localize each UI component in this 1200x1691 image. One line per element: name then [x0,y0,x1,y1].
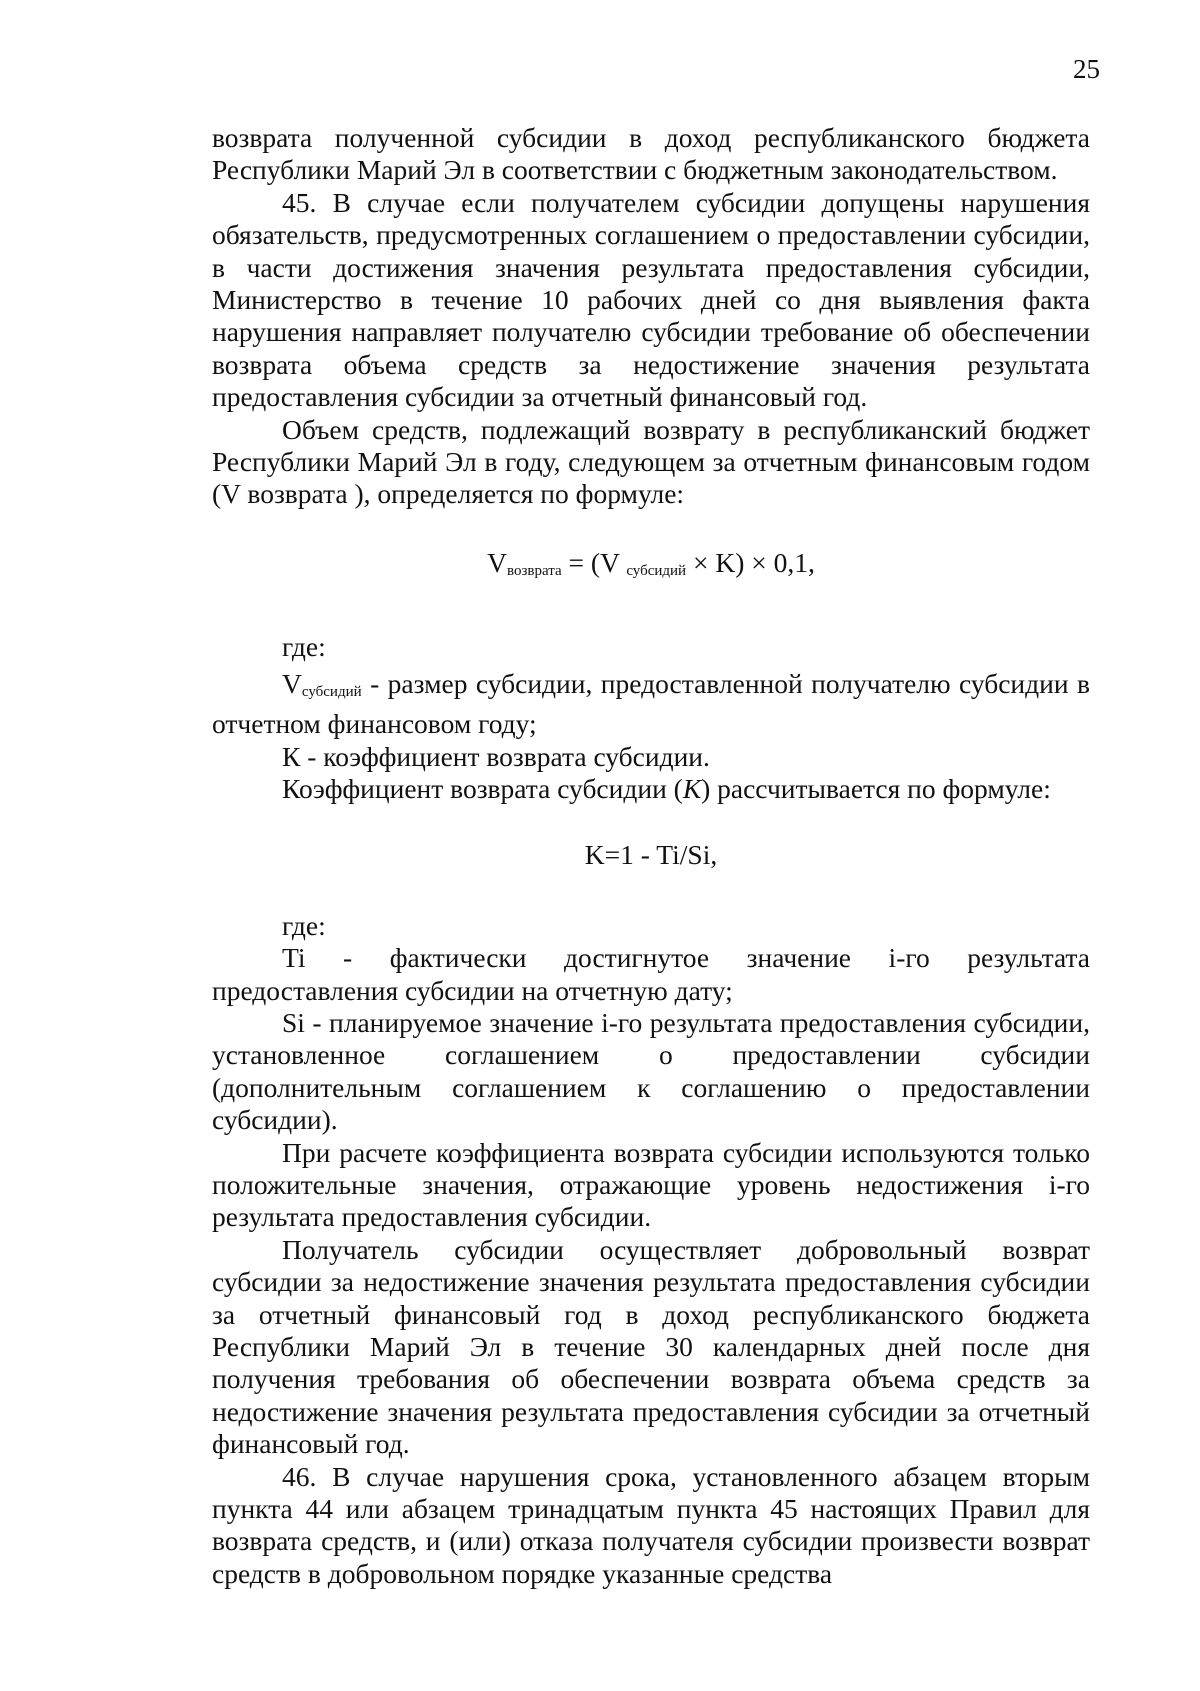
paragraph-46: 46. В случае нарушения срока, установленного абзацем вторым пункта 44 или абзацем тринадцатым пункта 45 настоящих Правил для возврата средств, и (или) отказа получателя субсидии произвести возврат средств в добровольном порядке указанные средства [212,1460,1090,1589]
k-intro-suffix: ) рассчитывается по формуле: [701,772,1051,804]
paragraph-k-formula-intro [212,773,1090,805]
k-intro-italic: К [682,772,702,804]
formula-eq-part: = (V [561,546,627,578]
where-label-1: где: [282,631,326,663]
formula-v-sub-subsidies: субсидий [626,562,687,579]
document-body [212,122,1090,1590]
def-v-sub: субсидий [301,683,362,700]
definition-k: К - коэффициент возврата субсидии. [282,740,710,772]
definition-ti: Ti - фактически достигнутое значение i-го результата предоставления субсидии на отчетную дату; [212,942,1090,1006]
where-label-2: где: [282,909,326,941]
formula-k: K=1 - Ti/Si, [584,839,718,871]
k-intro-prefix: Коэффициент возврата субсидии ( [282,772,683,804]
formula-v-return [212,547,1090,587]
definition-v-subsidies [212,668,1090,741]
paragraph-45: 45. В случае если получателем субсидии допущены нарушения обязательств, предусмотренных соглашением о предоставлении субсидии, в части достижения значения результата предоставления субсидии, Министерство в течение 10 рабочих дней со дня выявления факта нарушения направляет получателю субсидии требование об обеспечении возврата объема средств за недостижение значения результата предоставления субсидии за отчетный финансовый год. [212,186,1090,413]
paragraph-return-continuation: возврата полученной субсидии в доход республиканского бюджета Республики Марий Эл в соответствии с бюджетным законодательством. [212,122,1090,186]
formula-rest: × K) × 0,1, [686,546,815,578]
page-number: 25 [1073,54,1100,84]
formula-v-sub-return: возврата [507,562,562,579]
def-v-text: - размер субсидии, предоставленной получателю субсидии в отчетном финансовом году; [212,667,1090,740]
formula-v-symbol: V [487,546,507,578]
paragraph-positive-values: При расчете коэффициента возврата субсидии используются только положительные значения, отражающие уровень недостижения i-го результата предоставления субсидии. [212,1136,1090,1233]
paragraph-volume-formula-intro: Объем средств, подлежащий возврату в республиканский бюджет Республики Марий Эл в году, следующем за отчетным финансовым годом (V возврата ), определяется по формуле: [212,413,1090,510]
definition-si: Si - планируемое значение i-го результата предоставления субсидии, установленное соглашением о предоставлении субсидии (дополнительным соглашением к соглашению о предоставлении субсидии). [212,1006,1090,1136]
def-v-symbol: V [282,667,302,699]
paragraph-voluntary-return: Получатель субсидии осуществляет добровольный возврат субсидии за недостижение значения результата предоставления субсидии за отчетный финансовый год в доход республиканского бюджета Республики Марий Эл в течение 30 календарных дней после дня получения требования об обеспечении возврата объема средств за недостижение значения результата предоставления субсидии за отчетный финансовый год. [212,1233,1090,1460]
